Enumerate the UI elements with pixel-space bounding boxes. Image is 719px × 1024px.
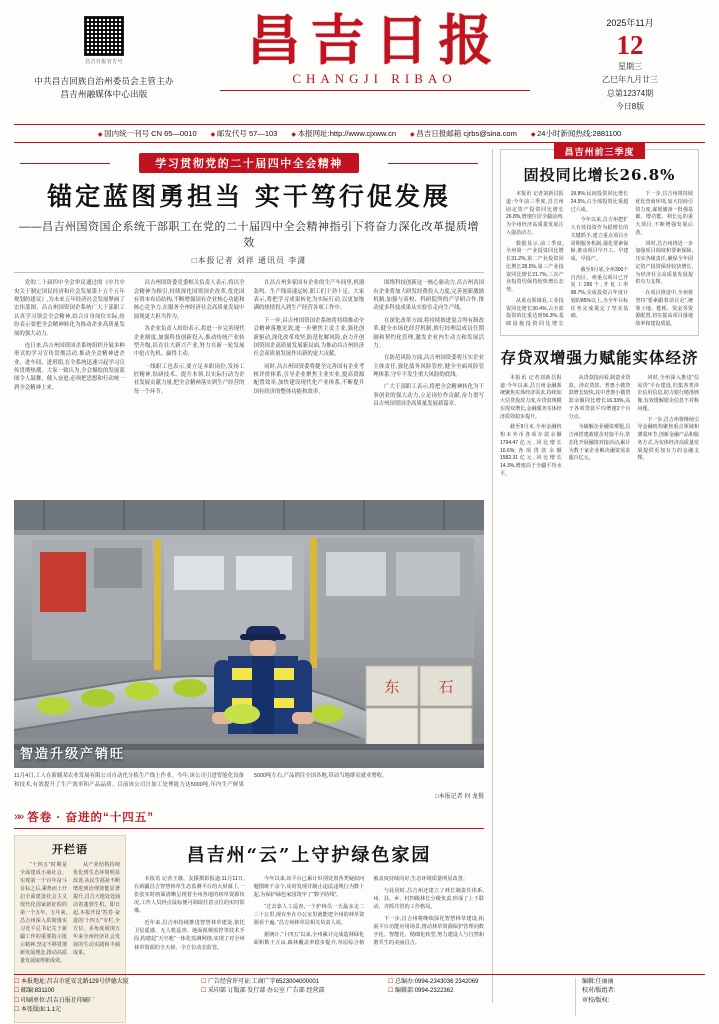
paragraph: 在深化改革方面,将持续推进混合所有制改革,健全市场化经营机制,推行经理层成员任期制和契约化管理,激发企业内生动力和发展活力。 xyxy=(373,317,484,349)
day-number: 12 xyxy=(616,30,644,61)
topic-banner xyxy=(14,153,484,173)
paragraph: 本报讯 记者王薇、友援摄影报道:11月11日,在新疆昌吉智慧林草生态监测平台的大屏幕上,一张张实时画面清晰呈现着全州各地的林草资源状况,工作人员轻点鼠标便可调取任意点位的实时影像。 xyxy=(134,876,245,915)
side-article-2-body xyxy=(500,375,699,479)
paragraph: 截至9月底,全州300个自治区、州重点项目已开复工296个,开复工率98.7%,完成投资占年度计划的85%以上,为全年目标任务完成奠定了坚实基础。 xyxy=(570,266,629,320)
lead-article-body xyxy=(14,279,484,494)
masthead-center xyxy=(194,10,555,91)
footer-line: 校对/版组者: xyxy=(582,988,616,995)
info-item-0: ◆ 国内统一刊号 CN 65—0010 xyxy=(98,128,197,139)
paragraph: 连日来,昌吉州国资国企系统组织开展多种形式的学习宣传贯彻活动,推动全会精神进企业、进车间、进班组,在全系统迅速兴起学习宣传贯彻热潮。大家一致认为,全会描绘的发展蓝图令人鼓舞、催人奋进,必须把思想和行动统一到全会精神上来。 xyxy=(14,342,125,391)
paragraph: 本报讯 记者刘新昌报道:今年以来,昌吉州金融系统聚焦实体经济需求,持续加大信贷投放力度,存贷款规模实现双增长,金融服务实体经济质效稳步提升。 xyxy=(500,374,562,420)
footer-line: ☐ 广告经营许可证:工商广字6523004000001 xyxy=(201,978,378,988)
footer-line: ☐ 采印部 订版部 发行部 办公室 广告部 经营部 xyxy=(201,987,378,997)
paragraph: 党的二十届四中全会审议通过的《中共中央关于制定国民经济和社会发展第十五个五年规划的建议》,为未来五年经济社会发展擘画了宏伟蓝图。昌吉州国资国企系统广大干部职工认真学习领会全会精神,结合自身岗位实际,纷纷表示要把全会精神转化为推动企业高质量发展的强大动力。 xyxy=(14,280,125,337)
newspaper-title-pinyin: CHANGJI RIBAO xyxy=(292,70,457,86)
publisher-line-2: 昌吉州融媒体中心出版 xyxy=(60,88,148,99)
side-article-1-body xyxy=(506,191,693,329)
paragraph: 在防范风险方面,昌吉州国资委将压实企业主体责任,强化债务风险管控,健全全面风险管理体系,守牢不发生重大风险的底线。 xyxy=(373,355,484,378)
side-headline-2: 存贷双增强力赋能实体经济 xyxy=(500,347,699,367)
paragraph: 今年以来,该平台已累计识别处置各类疑似问题图斑千余个,及时发现并制止违法违规行为数十起,为保护绿色家园筑牢了“数字防线”。 xyxy=(253,876,365,899)
side-column xyxy=(492,146,699,1003)
paragraph: 下一步,昌吉州将持续优化营商环境,加大招商引资力度,谋划储备一批强基础、增功能、利长远的重大项目,不断增强发展后劲。 xyxy=(635,191,693,236)
footer-line: ☐ 编辑部:0994-2322362 xyxy=(388,987,565,997)
info-item-1: ◆ 邮发代号 57—103 xyxy=(211,128,278,139)
publisher-line-1: 中共昌吉回族自治州委员会主管主办 xyxy=(34,76,174,86)
lead-headline: 锚定蓝图勇担当 实干笃行促发展 xyxy=(47,182,451,211)
section-divider xyxy=(14,828,484,829)
qr-code-icon xyxy=(84,16,124,56)
paragraph: 从产业结构持续优化到生态环境明显改善,从民生福祉不断增进到治理效能显著提升,昌吉大地处处涌动着蓬勃生机。即日起,本报开设“答卷·奋进的‘十四五’”专栏,全方位、多角度展现五年来全州经济社会发展的生动实践和丰硕成果。 xyxy=(73,862,120,956)
paragraph: 同时,昌吉州国资委将健全完善国有企业考核评价体系,引导企业聚焦主业实业,提高资源配置效率,加快建设现代化产业体系,不断提升国有经济的整体功能和效率。 xyxy=(253,363,365,395)
svg-text:石: 石 xyxy=(438,678,454,697)
paragraph: 围绕科技创新这一核心驱动力,昌吉州各国有企业将加大研发经费投入力度,完善创新激励机制,加强与高校、科研院所的产学研合作,推动更多科技成果从实验室走向生产线。 xyxy=(373,280,484,312)
paragraph: 广大干部职工表示,将把全会精神转化为干事创业的强大动力,立足岗位作贡献,奋力谱写昌吉州国资国企高质量发展新篇章。 xyxy=(373,384,484,408)
paragraph: 在项目推进中,全州将坚持“要素跟着项目走”,统筹土地、能耗、资金等资源配置,切实提高项目落地效率和建设质量。 xyxy=(635,290,693,327)
info-item-3[interactable]: ◆ 昌吉日报邮箱 cjrbs@sina.com xyxy=(410,128,517,139)
paragraph: 一线职工也表示,要立足本职岗位,发扬工匠精神,钻研技术、提升本领,以实际行动为企业发展贡献力量,把全会精神落实到生产经营的每一个环节。 xyxy=(133,363,245,395)
paragraph: 数据显示,前三季度,全州第一产业投资同比增长31.2%,第二产业投资同比增长28.5%,第三产业投资同比增长21.7%,三次产业投资均保持较快增长态势。 xyxy=(506,240,564,293)
paragraph: 据统计,“十四五”以来,全州累计完成造林绿化面积数十万亩,森林覆盖率稳步提升,草原综合植被盖度持续向好,生态环境质量明显改善。 xyxy=(253,876,469,947)
lead-byline: □本报记者 刘祥 通讯员 李潇 xyxy=(191,256,307,266)
banner-label: 学习贯彻党的二十届四中全会精神 xyxy=(139,153,359,173)
paragraph: 近年来,昌吉州持续推进智慧林草建设,依托卫星遥感、无人机巡查、地面视频监控等技术手段,构建起“天空地”一体化监测网络,实现了对全州林草资源的全天候、全方位动态监管。 xyxy=(134,920,245,951)
paragraph: 截至9月末,全州金融机构本外币各项存款余额1794.47亿元,同比增长10.6%;各项贷款余额1582.31亿元,同比增长14.3%,增速高于全疆平均水平。 xyxy=(500,424,562,477)
double-chevron-icon: »» xyxy=(14,811,23,823)
paragraph: 今年以来,昌吉州把扩大有效投资作为稳增长的关键抓手,建立重点项目全周期服务机制,强化要素保障,推动项目早开工、早建成、早投产。 xyxy=(570,217,629,262)
paragraph: 在昌吉州多家国有企业的生产车间里,机器轰鸣、生产线高速运转,职工们干劲十足。大家表示,将把学习成果转化为实际行动,以更加饱满的热情投入到生产经营各项工作中。 xyxy=(253,280,365,312)
footer-line: ☐ 本张版面:1.1元 xyxy=(14,1006,191,1016)
news-photo xyxy=(14,500,484,768)
paragraph: 同时,全州深入推进“信易贷”平台建设,归集各类涉企信用信息,助力银行精准画像,有效缓解银企信息不对称问题。 xyxy=(637,374,699,412)
weekday-label: 星期三 xyxy=(618,61,642,71)
issue-number: 总第12374期 xyxy=(606,88,654,98)
section-tag-label: 答卷 · 奋进的“十四五” xyxy=(27,812,154,824)
masthead-right xyxy=(555,10,705,114)
footer-cell-credits xyxy=(575,978,705,1016)
paragraph: 下一步,昌吉州国资国企系统将持续推动全会精神落地见效,进一步聚焦主责主业,强化创新驱动,深化改革攻坚,防范化解风险,奋力开创国资国企高质量发展新局面,为推动昌吉州经济社会高质量发展作出新的更大贡献。 xyxy=(253,317,365,358)
footer-line: ☐ 印刷单位:昌吉日报社印刷厂 xyxy=(14,997,191,1007)
masthead-left xyxy=(14,10,194,101)
footer-line: ☐ 邮编:831100 xyxy=(14,987,191,997)
column-intro-title: 开栏语 xyxy=(52,843,88,856)
paragraph: 各企业负责人纷纷表示,将进一步完善现代企业制度,加强科技创新投入,推动传统产业转型升级,培育壮大新兴产业,努力在新一轮发展中抢占先机、赢得主动。 xyxy=(133,326,245,358)
footer-cell-license xyxy=(201,978,378,1016)
newspaper-title: 昌吉日报 xyxy=(246,8,503,72)
paragraph: 从贷款投向看,制造业贷款、涉农贷款、普惠小微贷款增长较快,其中普惠小微贷款余额同比增长16.33%,高于各项贷款平均增速2个百分点。 xyxy=(568,374,631,420)
qr-caption: 昌吉日报官方号 xyxy=(85,59,123,65)
paragraph: 下一步,昌吉州将继续深化智慧林草建设,拓展平台功能应用场景,推动林草资源保护管理向数字化、智能化、精细化转型,努力建设人与自然和谐共生的美丽昌吉。 xyxy=(373,916,484,947)
info-item-2[interactable]: ◆ 本报网址:http://www.cjxww.cn xyxy=(291,128,396,139)
footer-line: 审校/版权: xyxy=(582,997,610,1004)
info-bar xyxy=(14,124,705,143)
footer-cell-phones xyxy=(388,978,565,1016)
paragraph: 与此同时,昌吉州还建立了林长制责任体系,州、县、乡、村四级林长分级负责,形成了上下联动、齐抓共管的工作格局。 xyxy=(373,888,484,911)
paragraph: 从重点领域看,工业投资同比增长30.4%,占全部投资的比重达到56.3%;基础设施投资同比增长19.8%;民间投资同比增长24.5%,占全部投资比重超过六成。 xyxy=(506,191,629,327)
side-tag-label: 昌吉州前三季度 xyxy=(554,143,644,159)
date-label: 2025年11月 xyxy=(606,18,654,28)
svg-text:东: 东 xyxy=(384,678,400,697)
title-divider xyxy=(220,90,530,91)
paragraph: “十四五”时期是全面建成小康社会、实现第一个百年奋斗目标之后,乘势而上开启全面建设社会主义现代化国家新征程的第一个五年。五年来,昌吉州深入贯彻落实习近平总书记关于新疆工作的重要指示批示精神,坚定不移贯彻新发展理念,推动高质量发展取得新成效。 xyxy=(20,862,67,964)
info-item-4: ◆ 24小时新闻热线:2881100 xyxy=(531,128,621,139)
page-count: 今日8版 xyxy=(615,102,645,112)
paragraph: 昌吉州国资委党委相关负责人表示,将以全会精神为指引,持续深化国资国企改革,优化国有资本布局结构,不断增强国有企业核心功能和核心竞争力,在服务全州经济社会高质量发展中展现更大担当作为。 xyxy=(133,280,245,320)
page-content xyxy=(0,143,719,1003)
photo-caption: 智造升级产销旺 xyxy=(20,746,126,762)
photo-credit: □本报记者 何 龙摄 xyxy=(435,794,484,800)
page-footer xyxy=(14,974,705,1016)
masthead xyxy=(0,0,719,124)
banner-rule-left xyxy=(20,163,110,164)
lead-subheadline: ——昌吉州国资国企系统干部职工在党的二十届四中全会精神指引下将奋力深化改革提质增效 xyxy=(19,221,479,250)
paragraph: 同时,昌吉州将进一步加强项目调度和要素保障,压实各级责任,确保全年固定资产投资保持较快增长,为经济社会高质量发展提供有力支撑。 xyxy=(635,240,693,286)
paragraph: 本报讯 记者刘新昌报道:今年前三季度,昌吉州固定资产投资同比增长26.8%,增速位居全疆前列,为全州经济高质量发展注入强劲动力。 xyxy=(506,191,564,236)
paragraph: “过去靠人工巡查,一个护林员一天最多走二三十公里,现在坐在办公室里就能把全州的林草资源看个遍。”昌吉州林草局相关负责人说。 xyxy=(253,904,365,927)
photo-note: 11月4日,工人在新疆某农业发展有限公司自动化分拣生产线上作业。今年,该公司引进智能化设备和技术,有效提升了生产效率和产品品质。目前该公司日加工处理能力达5000吨,年内生产鲜果5000吨左右,产品销往全国各地,带动当地群众就业增收。 xyxy=(14,773,388,788)
footer-line: ☐ 本报地址:昌吉市延安北路129号伊德大厦 xyxy=(14,978,191,988)
footer-line: 编辑:任丽丽 xyxy=(582,978,614,985)
secondary-headline: 昌吉州“云”上守护绿色家园 xyxy=(186,845,432,866)
paragraph: 下一步,昌吉州将继续引导金融机构聚焦重点领域和薄弱环节,创新金融产品和服务方式,为实体经济高质量发展提供更加有力的金融支撑。 xyxy=(637,416,699,462)
lunar-date: 乙巳年九月廿三 xyxy=(602,75,658,85)
photo-block xyxy=(14,500,484,800)
side-headline-1: 固投同比增长26.8% xyxy=(523,166,676,184)
divider xyxy=(14,272,484,273)
footer-cell-address xyxy=(14,978,191,1016)
section-tag xyxy=(14,809,484,825)
main-column xyxy=(14,149,484,1003)
banner-rule-right xyxy=(388,163,478,164)
footer-line: ☐ 总编办:0994-2343036 2342069 xyxy=(388,978,565,988)
paragraph: 为破解企业融资难题,昌吉州搭建政银企对接平台,常态化开展融资对接活动,累计为数千家企业解决融资需求超百亿元。 xyxy=(568,424,631,462)
side-article-1 xyxy=(500,146,699,336)
